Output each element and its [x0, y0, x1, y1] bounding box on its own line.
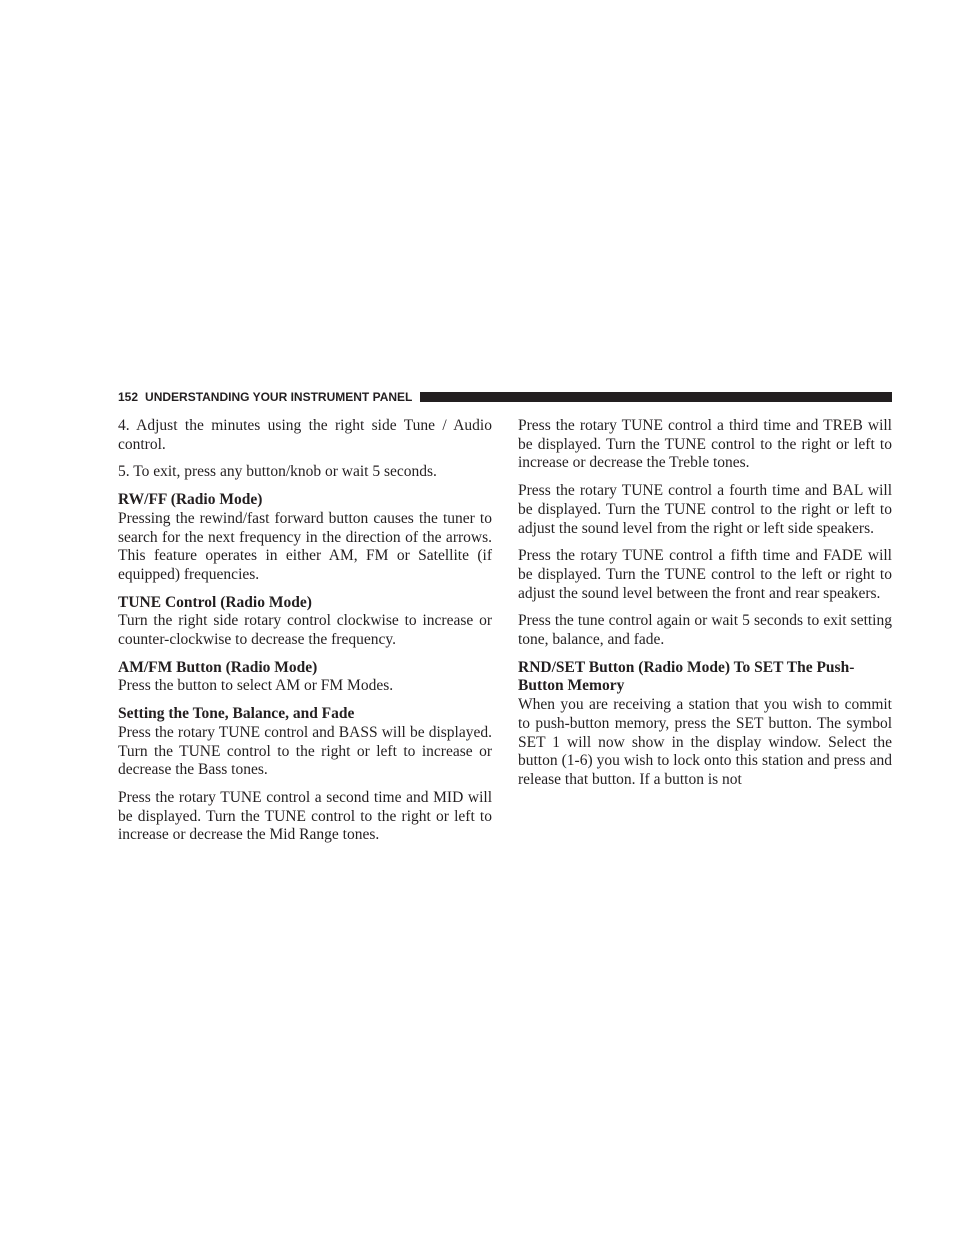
page-header — [118, 389, 892, 405]
left-column — [118, 417, 492, 854]
rndset-paragraph: When you are receiving a station that you wish to commit to push-button memory, press the SET button. The symbol SET 1 will now show in the display window. Select the button (1-6) you wish to lock onto this station and press and release that button. If a button is not — [518, 696, 892, 788]
mid-paragraph: Press the rotary TUNE control a second time and MID will be displayed. Turn the TUNE control to the right or left to increase or decrease the Mid Range tones. — [118, 788, 492, 844]
bal-paragraph: Press the rotary TUNE control a fourth time and BAL will be displayed. Turn the TUNE control to the right or left to adjust the sound level from the right or left side speakers. — [518, 482, 892, 537]
exit-paragraph: Press the tune control again or wait 5 seconds to exit setting tone, balance, and fade. — [518, 612, 892, 649]
header-rule — [420, 392, 892, 402]
tune-paragraph: Turn the right side rotary control clockwise to increase or counter-clockwise to decrease the frequency. — [118, 612, 492, 649]
rwff-heading: RW/FF (Radio Mode) — [118, 491, 263, 509]
step-5-paragraph: 5. To exit, press any button/knob or wait 5 seconds. — [118, 463, 437, 481]
page-number: 152 — [118, 390, 139, 404]
bass-paragraph: Press the rotary TUNE control and BASS will be displayed. Turn the TUNE control to the right or left to increase or decrease the Bass tones. — [118, 723, 492, 779]
tone-heading: Setting the Tone, Balance, and Fade — [118, 705, 355, 723]
tune-heading: TUNE Control (Radio Mode) — [118, 593, 312, 611]
amfm-heading: AM/FM Button (Radio Mode) — [118, 658, 318, 676]
step-4-paragraph: 4. Adjust the minutes using the right side Tune / Audio control. — [118, 417, 492, 453]
section-title: UNDERSTANDING YOUR INSTRUMENT PANEL — [145, 390, 413, 404]
treb-paragraph: Press the rotary TUNE control a third time and TREB will be displayed. Turn the TUNE control to the right or left to increase or decrease the Treble tones. — [518, 417, 892, 472]
rndset-heading: RND/SET Button (Radio Mode) To SET The Push-Button Memory — [518, 658, 855, 695]
rwff-paragraph: Pressing the rewind/fast forward button causes the tuner to search for the next frequency in the direction of the arrows. This feature operates in either AM, FM or Satellite (if equipped) frequencies. — [118, 509, 492, 583]
amfm-paragraph: Press the button to select AM or FM Modes. — [118, 677, 394, 695]
fade-paragraph: Press the rotary TUNE control a fifth time and FADE will be displayed. Turn the TUNE control to the left or right to adjust the sound level between the front and rear speakers. — [518, 547, 892, 602]
right-column — [518, 417, 892, 799]
